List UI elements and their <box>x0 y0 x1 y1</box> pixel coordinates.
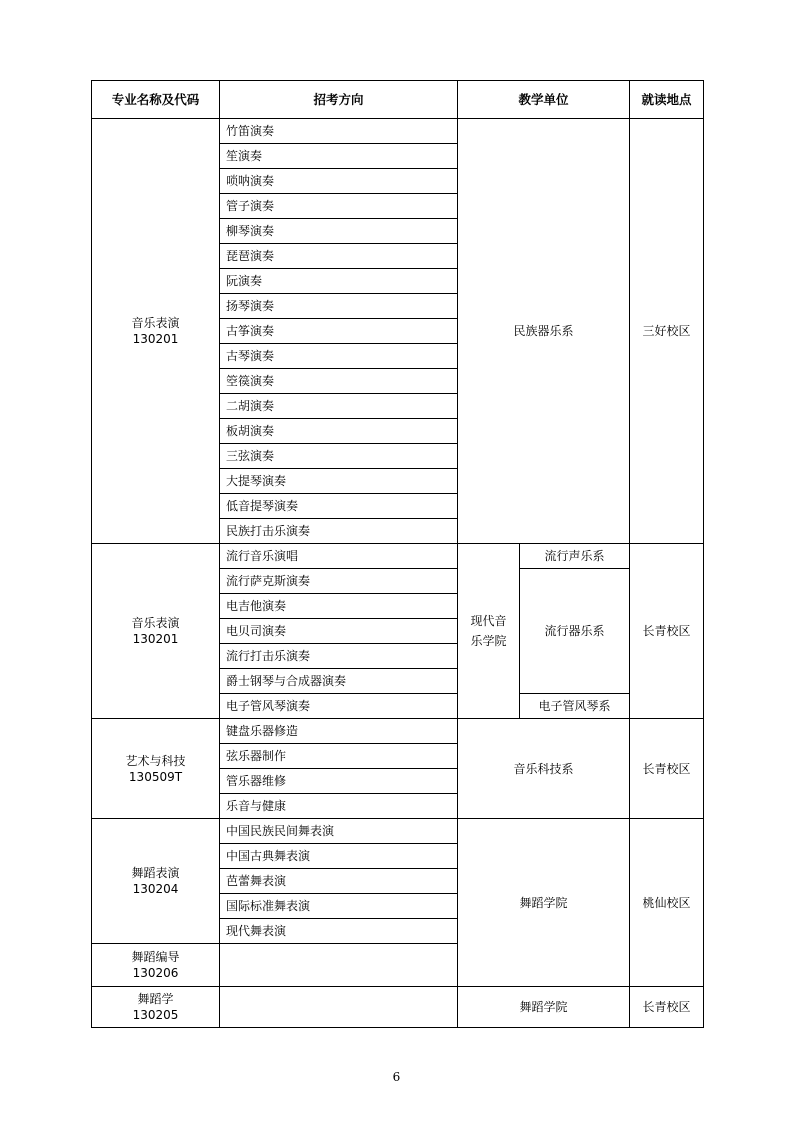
direction-cell: 管子演奏 <box>220 194 458 219</box>
direction-cell: 电吉他演奏 <box>220 594 458 619</box>
majors-table <box>91 80 704 1028</box>
major-cell-art-technology <box>92 719 220 819</box>
direction-cell: 阮演奏 <box>220 269 458 294</box>
unit-cell: 舞蹈学院 <box>458 987 630 1028</box>
unit-cell: 舞蹈学院 <box>458 819 630 987</box>
direction-cell: 流行萨克斯演奏 <box>220 569 458 594</box>
direction-cell: 大提琴演奏 <box>220 469 458 494</box>
major-code: 130201 <box>132 332 179 346</box>
direction-cell: 流行音乐演唱 <box>220 544 458 569</box>
major-name: 艺术与科技 <box>125 753 186 768</box>
campus-cell: 长青校区 <box>630 544 704 719</box>
direction-cell: 弦乐器制作 <box>220 744 458 769</box>
table-row <box>92 719 704 744</box>
sub-unit-cell: 电子管风琴系 <box>520 694 630 719</box>
page-number: 6 <box>392 1070 401 1084</box>
campus-cell: 三好校区 <box>630 119 704 544</box>
header-direction: 招考方向 <box>220 81 458 119</box>
direction-cell: 民族打击乐演奏 <box>220 519 458 544</box>
table-row <box>92 119 704 144</box>
major-name: 舞蹈编导 <box>131 950 180 964</box>
direction-cell: 竹笛演奏 <box>220 119 458 144</box>
major-cell-dance-performance <box>92 819 220 944</box>
table-header-row <box>92 81 704 119</box>
direction-cell: 键盘乐器修造 <box>220 719 458 744</box>
direction-cell: 古琴演奏 <box>220 344 458 369</box>
direction-cell: 低音提琴演奏 <box>220 494 458 519</box>
direction-cell: 笙演奏 <box>220 144 458 169</box>
direction-cell: 爵士钢琴与合成器演奏 <box>220 669 458 694</box>
direction-cell: 扬琴演奏 <box>220 294 458 319</box>
major-code: 130205 <box>132 1008 179 1022</box>
major-name: 舞蹈学 <box>137 992 174 1006</box>
major-name: 舞蹈表演 <box>131 866 180 880</box>
major-code: 130204 <box>132 882 179 896</box>
direction-cell: 板胡演奏 <box>220 419 458 444</box>
direction-cell: 唢呐演奏 <box>220 169 458 194</box>
header-unit: 教学单位 <box>458 81 630 119</box>
direction-cell: 三弦演奏 <box>220 444 458 469</box>
header-major: 专业名称及代码 <box>92 81 220 119</box>
direction-cell: 电贝司演奏 <box>220 619 458 644</box>
direction-cell: 箜篌演奏 <box>220 369 458 394</box>
direction-cell: 古筝演奏 <box>220 319 458 344</box>
direction-cell: 柳琴演奏 <box>220 219 458 244</box>
direction-cell: 电子管风琴演奏 <box>220 694 458 719</box>
campus-cell: 长青校区 <box>630 719 704 819</box>
table-row <box>92 544 704 569</box>
direction-cell-empty <box>220 987 458 1028</box>
major-code: 130509T <box>128 769 183 784</box>
direction-cell: 乐音与健康 <box>220 794 458 819</box>
direction-cell: 二胡演奏 <box>220 394 458 419</box>
direction-cell: 芭蕾舞表演 <box>220 869 458 894</box>
direction-cell: 流行打击乐演奏 <box>220 644 458 669</box>
direction-cell: 中国古典舞表演 <box>220 844 458 869</box>
sub-unit-cell: 流行声乐系 <box>520 544 630 569</box>
unit-cell: 音乐科技系 <box>458 719 630 819</box>
major-cell-music-performance <box>92 119 220 544</box>
campus-cell: 长青校区 <box>630 987 704 1028</box>
direction-cell: 琵琶演奏 <box>220 244 458 269</box>
unit-cell: 民族器乐系 <box>458 119 630 544</box>
sub-unit-cell: 流行器乐系 <box>520 569 630 694</box>
header-campus: 就读地点 <box>630 81 704 119</box>
major-code: 130206 <box>132 966 179 980</box>
direction-cell-empty <box>220 944 458 987</box>
major-code: 130201 <box>132 632 179 646</box>
major-cell-music-performance-modern <box>92 544 220 719</box>
direction-cell: 中国民族民间舞表演 <box>220 819 458 844</box>
major-name: 音乐表演 <box>131 616 180 630</box>
direction-cell: 现代舞表演 <box>220 919 458 944</box>
major-cell-dance-studies <box>92 987 220 1028</box>
major-cell-dance-choreography <box>92 944 220 987</box>
direction-cell: 管乐器维修 <box>220 769 458 794</box>
campus-cell: 桃仙校区 <box>630 819 704 987</box>
table-row <box>92 987 704 1028</box>
unit-cell: 现代音乐学院 <box>458 544 520 719</box>
direction-cell: 国际标准舞表演 <box>220 894 458 919</box>
table-row <box>92 819 704 844</box>
major-name: 音乐表演 <box>131 316 180 330</box>
